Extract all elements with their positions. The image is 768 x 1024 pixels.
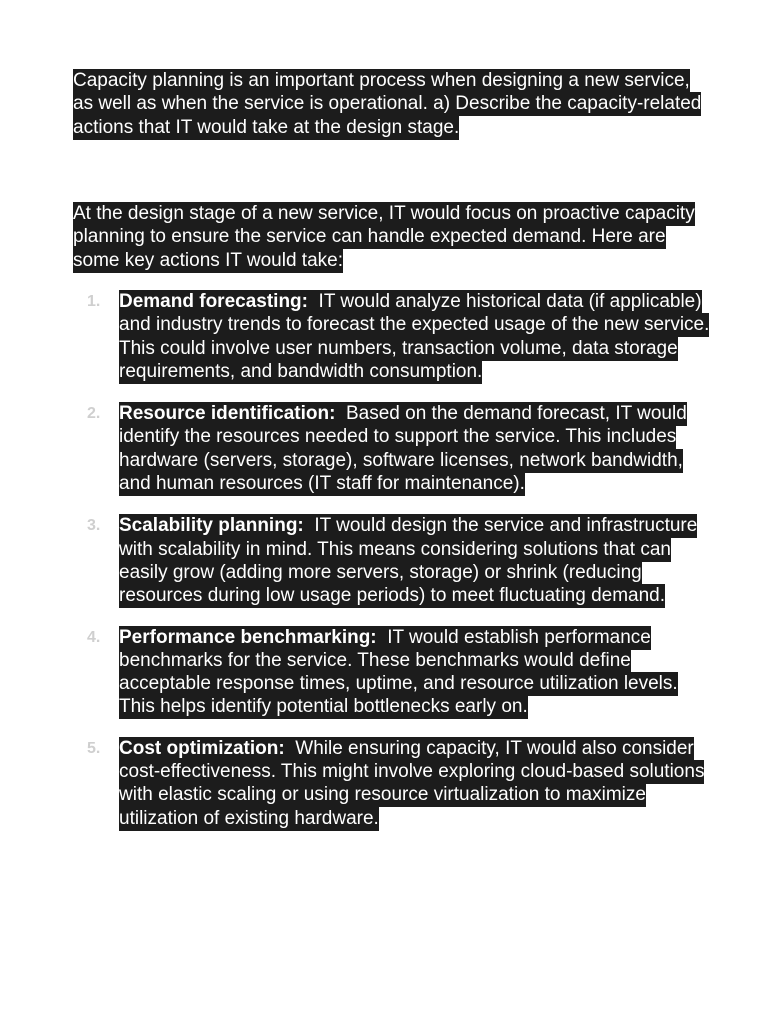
- list-item: [73, 402, 713, 495]
- list-item-text: IT would design the service and infrastructure with scalability in mind. This means considering solutions that can easily grow (adding more servers, storage) or shrink (reducing resources during low usage periods) to meet fluctuating demand.: [119, 515, 698, 607]
- list-item-term: Cost optimization:: [119, 737, 285, 759]
- list-item-number: 1.: [87, 293, 101, 310]
- list-item-number: 3.: [87, 517, 101, 535]
- question-paragraph: [73, 69, 703, 139]
- list-item-number: 2.: [87, 405, 101, 423]
- list-item-term: Resource identification:: [119, 403, 336, 425]
- list-item-text: While ensuring capacity, IT would also consider cost-effectiveness. This might involve exploring cloud-based solutions with elastic scaling or using resource virtualization to maximize utilization of existing hardware.: [119, 737, 705, 829]
- list-item: [73, 737, 713, 830]
- list-item-text: IT would establish performance benchmarks for the service. These benchmarks would define acceptable response times, uptime, and resource utilization levels. This helps identify potential bottlenecks early on.: [119, 626, 678, 718]
- list-item: [73, 514, 713, 607]
- answer-intro-text: At the design stage of a new service, IT would focus on proactive capacity planning to ensure the service can handle expected demand. Here are some key actions IT would take:: [73, 203, 695, 271]
- list-item: [73, 290, 713, 383]
- list-item-term: Demand forecasting:: [119, 291, 308, 312]
- list-item-text: IT would analyze historical data (if applicable) and industry trends to forecast the expected usage of the new service. This could involve user numbers, transaction volume, data storage requirements, and bandwidth consumption.: [119, 291, 710, 382]
- list-item-term: Performance benchmarking:: [119, 626, 377, 648]
- list-item: [73, 626, 713, 719]
- question-text: Capacity planning is an important process when designing a new service, as well as when the service is operational. a) Describe the capacity-related actions that IT would take at the design stage.: [73, 70, 702, 138]
- list-item-number: 4.: [87, 628, 101, 646]
- list-item-number: 5.: [87, 739, 101, 757]
- actions-list: [73, 290, 713, 830]
- answer-intro-paragraph: [73, 202, 703, 272]
- list-item-text: Based on the demand forecast, IT would identify the resources needed to support the service. This includes hardware (servers, storage), software licenses, network bandwidth, and human resources (IT staff for maintenance).: [119, 403, 687, 495]
- list-item-term: Scalability planning:: [119, 515, 304, 537]
